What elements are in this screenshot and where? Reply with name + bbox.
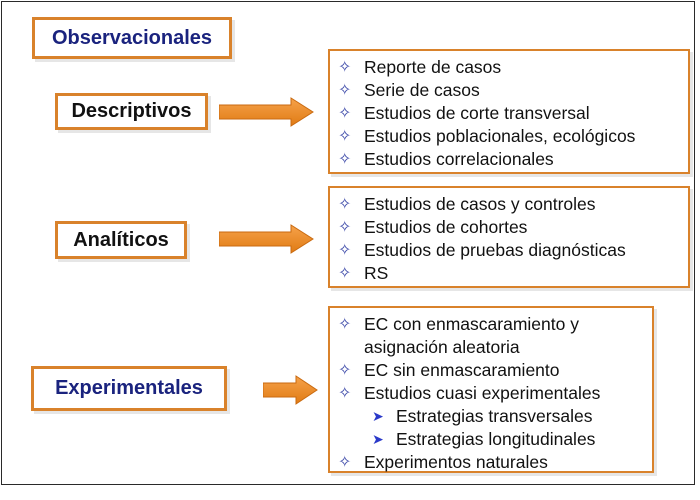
list-item-text: Estudios cuasi experimentales (364, 383, 601, 403)
list-item-text: Estudios de pruebas diagnósticas (364, 240, 626, 260)
list-item-text: EC con enmascaramiento y asignación aleatoria (364, 314, 579, 357)
category-analiticos (55, 221, 187, 259)
list-item (338, 79, 680, 102)
list-item-text: Estrategias longitudinales (396, 429, 596, 449)
title-text: Observacionales (51, 26, 213, 49)
list-item (338, 451, 644, 474)
list-item-text: Estudios poblacionales, ecológicos (364, 126, 636, 146)
list-item-text: Estrategias transversales (396, 406, 593, 426)
list-item (338, 125, 680, 148)
list-item (338, 148, 680, 171)
diamond-star-bullet-icon: ✧ (338, 82, 352, 99)
list-item-text: RS (364, 263, 389, 283)
arrowhead-bullet-icon: ➤ (372, 408, 384, 424)
category-label: Descriptivos (71, 100, 192, 122)
list-item-text: EC sin enmascaramiento (364, 360, 560, 380)
category-label: Experimentales (55, 377, 203, 399)
list-analiticos (328, 186, 690, 288)
arrowhead-bullet-icon: ➤ (372, 431, 384, 447)
list-item-text: Estudios de corte transversal (364, 103, 590, 123)
sub-list-item (338, 428, 644, 451)
diamond-star-bullet-icon: ✧ (338, 59, 352, 76)
list-item (338, 359, 644, 382)
list-experimentales (328, 306, 654, 473)
diamond-star-bullet-icon: ✧ (338, 454, 352, 471)
category-descriptivos (55, 93, 208, 130)
list-descriptivos (328, 49, 690, 174)
list-item-text: Serie de casos (364, 80, 480, 100)
diamond-star-bullet-icon: ✧ (338, 151, 352, 168)
list-item (338, 313, 644, 359)
diamond-star-bullet-icon: ✧ (338, 316, 352, 333)
diamond-star-bullet-icon: ✧ (338, 385, 352, 402)
diamond-star-bullet-icon: ✧ (338, 362, 352, 379)
list-item (338, 102, 680, 125)
title-observacionales (32, 17, 232, 59)
right-arrow-icon (219, 97, 315, 127)
list-item (338, 382, 644, 405)
list-item (338, 56, 680, 79)
list-item-text: Estudios de cohortes (364, 217, 528, 237)
list-item-text: Experimentos naturales (364, 452, 548, 472)
diamond-star-bullet-icon: ✧ (338, 128, 352, 145)
diamond-star-bullet-icon: ✧ (338, 219, 352, 236)
sub-list-item (338, 405, 644, 428)
right-arrow-icon (263, 375, 319, 405)
list-item (338, 239, 680, 262)
list-item (338, 262, 680, 285)
list-item-text: Reporte de casos (364, 57, 502, 77)
list-item-text: Estudios de casos y controles (364, 194, 596, 214)
diamond-star-bullet-icon: ✧ (338, 105, 352, 122)
right-arrow-icon (219, 224, 315, 254)
category-experimentales (31, 366, 227, 411)
diamond-star-bullet-icon: ✧ (338, 196, 352, 213)
category-label: Analíticos (73, 228, 169, 251)
list-item (338, 193, 680, 216)
diamond-star-bullet-icon: ✧ (338, 265, 352, 282)
list-item (338, 216, 680, 239)
diamond-star-bullet-icon: ✧ (338, 242, 352, 259)
list-item-text: Estudios correlacionales (364, 149, 554, 169)
